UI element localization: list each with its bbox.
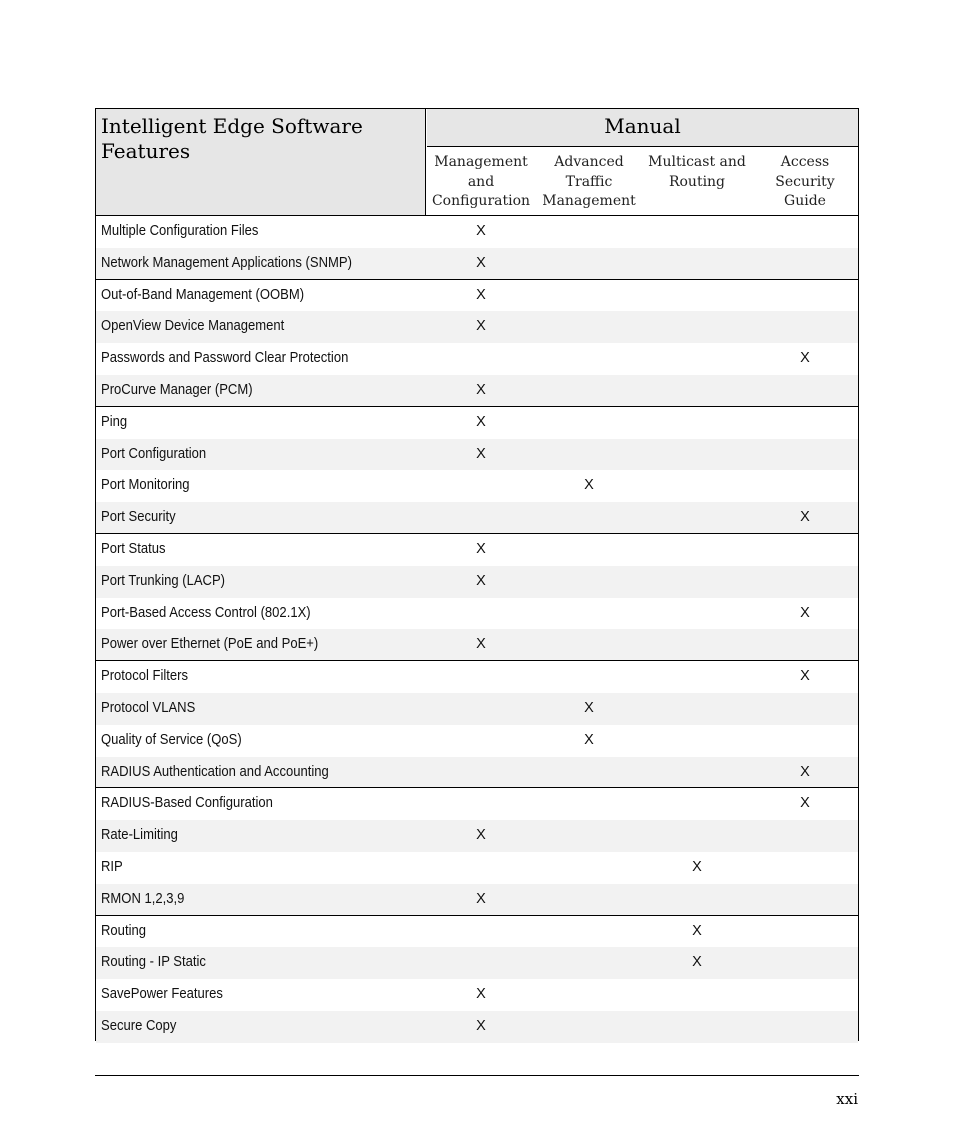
feature-name: Port Security — [101, 509, 176, 526]
feature-name: Port-Based Access Control (802.1X) — [101, 604, 311, 621]
manual-mark: X — [800, 668, 810, 685]
page-number: xxi — [836, 1090, 858, 1108]
table-row — [96, 407, 858, 439]
table-row — [96, 534, 858, 566]
table-row — [96, 375, 858, 407]
feature-name: Out-of-Band Management (OOBM) — [101, 286, 305, 303]
features-column-header: Intelligent Edge Software Features — [96, 109, 426, 215]
feature-name: Secure Copy — [101, 1017, 177, 1034]
feature-name: Port Monitoring — [101, 477, 190, 494]
feature-name: RADIUS-Based Configuration — [101, 795, 273, 812]
table-row — [96, 248, 858, 280]
feature-name: Protocol Filters — [101, 668, 189, 685]
feature-name: RADIUS Authentication and Accounting — [101, 763, 329, 780]
manual-mark: X — [800, 509, 810, 526]
manual-mark: X — [584, 477, 594, 494]
manual-mark: X — [476, 223, 486, 239]
table-row — [96, 629, 858, 661]
table-row — [96, 216, 858, 248]
feature-name: RMON 1,2,3,9 — [101, 890, 185, 907]
manual-mark: X — [476, 286, 486, 303]
feature-name: RIP — [101, 858, 123, 875]
table-row — [96, 566, 858, 598]
feature-name: Port Configuration — [101, 445, 207, 462]
table-row — [96, 311, 858, 343]
feature-name: Network Management Applications (SNMP) — [101, 254, 352, 271]
feature-name: OpenView Device Management — [101, 318, 285, 335]
table-row — [96, 884, 858, 916]
manual-mark: X — [476, 445, 486, 462]
table-row — [96, 820, 858, 852]
feature-name: Passwords and Password Clear Protection — [101, 350, 349, 367]
manual-mark: X — [692, 954, 702, 971]
feature-name: Rate-Limiting — [101, 827, 178, 844]
table-row — [96, 343, 858, 375]
column-header-multicast-routing: Multicast and Routing — [648, 154, 746, 190]
feature-name: Multiple Configuration Files — [101, 223, 259, 239]
table-row — [96, 470, 858, 502]
manual-mark: X — [584, 699, 594, 716]
manual-mark: X — [692, 922, 702, 939]
manual-mark: X — [800, 795, 810, 812]
manual-mark: X — [476, 413, 486, 430]
table-body — [96, 216, 858, 1043]
feature-name: Quality of Service (QoS) — [101, 731, 242, 748]
manual-mark: X — [476, 890, 486, 907]
table-row — [96, 502, 858, 534]
manual-mark: X — [476, 540, 486, 557]
feature-name: Port Status — [101, 540, 166, 557]
table-row — [96, 916, 858, 948]
table-row — [96, 852, 858, 884]
column-header-advanced-traffic: Advanced Traffic Management — [542, 154, 636, 209]
table-row — [96, 693, 858, 725]
feature-name: SavePower Features — [101, 986, 223, 1003]
manual-mark: X — [476, 381, 486, 398]
manual-group-header: Manual — [427, 109, 858, 147]
manual-mark: X — [800, 763, 810, 780]
feature-name: Ping — [101, 413, 128, 430]
feature-name: ProCurve Manager (PCM) — [101, 381, 253, 398]
manual-mark: X — [476, 318, 486, 335]
manual-mark: X — [476, 572, 486, 589]
manual-mark: X — [476, 254, 486, 271]
manual-mark: X — [476, 986, 486, 1003]
table-row — [96, 979, 858, 1011]
feature-name: Port Trunking (LACP) — [101, 572, 226, 589]
feature-name: Protocol VLANS — [101, 699, 196, 716]
manual-mark: X — [584, 731, 594, 748]
table-row — [96, 439, 858, 471]
table-row — [96, 661, 858, 693]
table-row — [96, 757, 858, 789]
feature-name: Power over Ethernet (PoE and PoE+) — [101, 636, 319, 653]
table-row — [96, 280, 858, 312]
feature-manual-table — [95, 108, 859, 1041]
manual-mark: X — [800, 350, 810, 367]
table-row — [96, 788, 858, 820]
manual-mark: X — [692, 858, 702, 875]
footer-rule — [95, 1075, 859, 1076]
manual-mark: X — [476, 636, 486, 653]
manual-mark: X — [476, 827, 486, 844]
table-row — [96, 1011, 858, 1043]
table-row — [96, 598, 858, 630]
feature-name: Routing - IP Static — [101, 954, 206, 971]
table-row — [96, 725, 858, 757]
manual-mark: X — [800, 604, 810, 621]
table-row — [96, 947, 858, 979]
column-header-management: Management and Configuration — [431, 154, 531, 209]
table-header — [96, 109, 858, 216]
manual-mark: X — [476, 1017, 486, 1034]
feature-name: Routing — [101, 922, 146, 939]
column-header-access-security: Access Security Guide — [775, 154, 835, 209]
